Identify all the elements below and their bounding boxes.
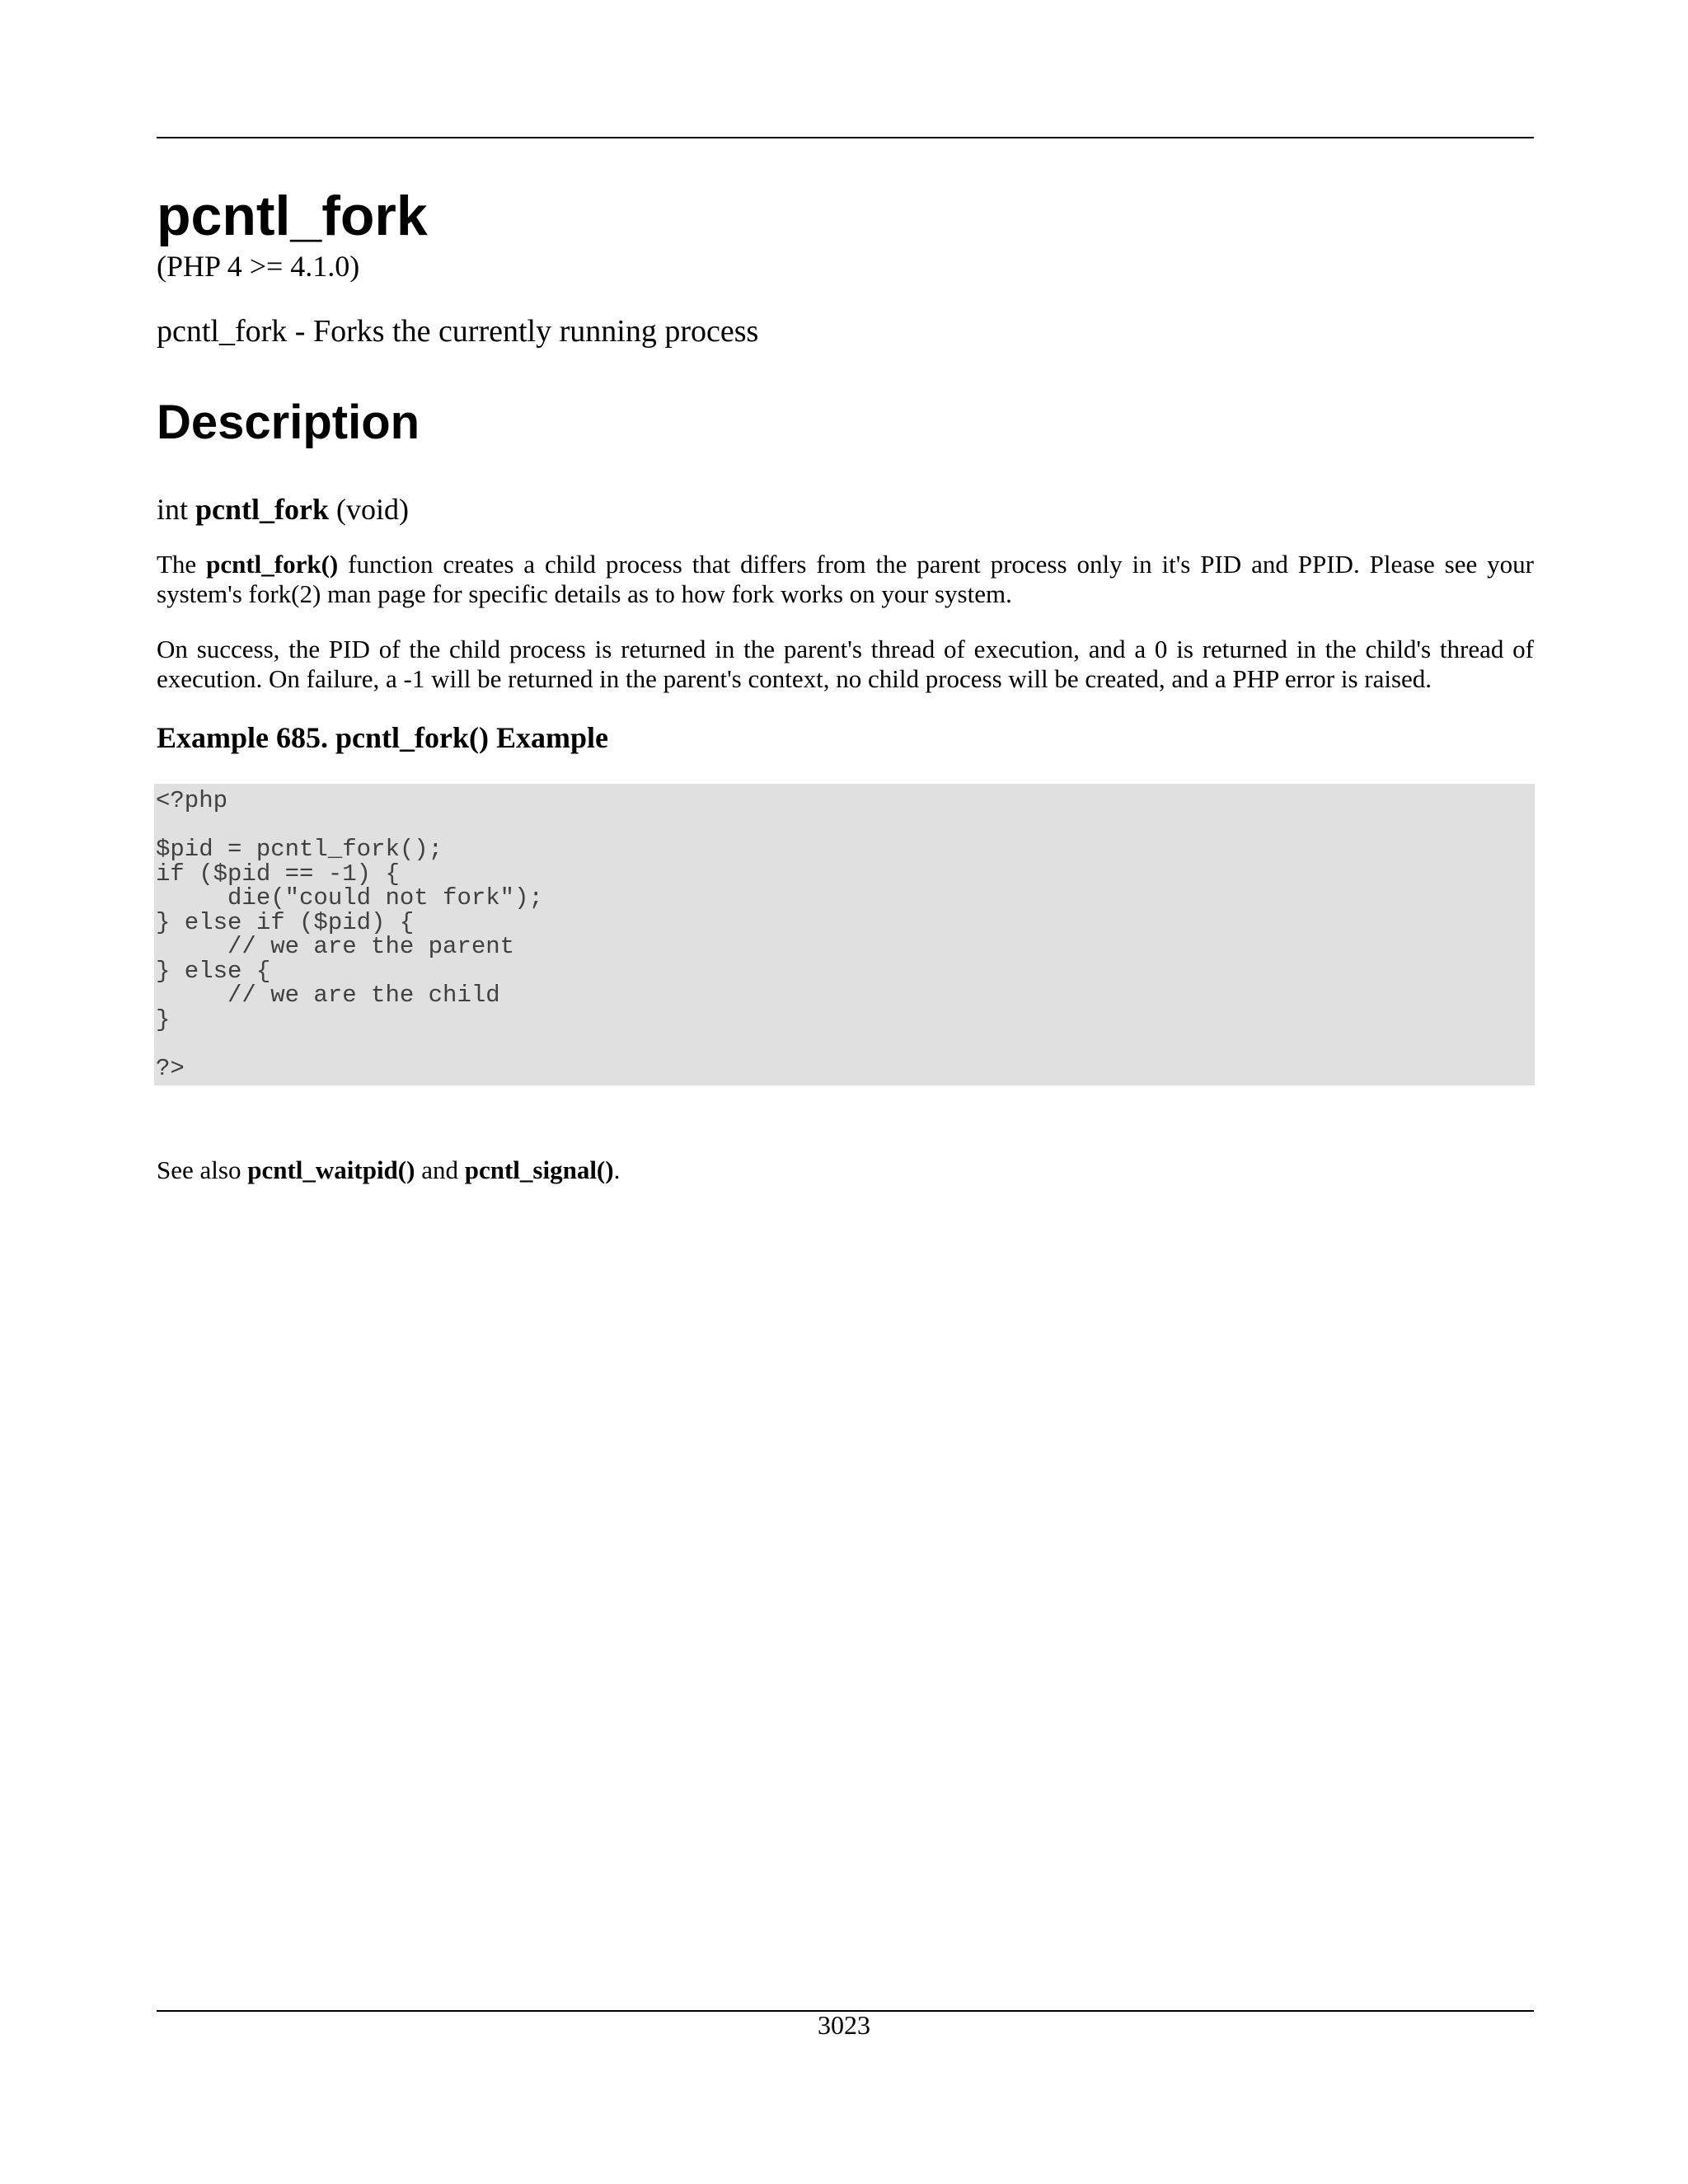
see-also-link-waitpid[interactable]: pcntl_waitpid() bbox=[247, 1155, 415, 1185]
page-title: pcntl_fork bbox=[157, 185, 428, 247]
see-also-prefix: See also bbox=[157, 1155, 248, 1185]
version-info: (PHP 4 >= 4.1.0) bbox=[157, 250, 360, 283]
paragraph-1-function: pcntl_fork() bbox=[206, 549, 339, 579]
header-rule bbox=[157, 137, 1534, 138]
manual-page-content bbox=[156, 185, 1534, 1210]
paragraph-1-prefix: The bbox=[157, 549, 207, 579]
see-also-link-signal[interactable]: pcntl_signal() bbox=[464, 1155, 614, 1185]
synopsis-params: (void) bbox=[336, 493, 409, 527]
section-title-description: Description bbox=[157, 396, 420, 450]
synopsis-return-type: int bbox=[157, 493, 189, 527]
function-purpose: pcntl_fork - Forks the currently running process bbox=[157, 313, 759, 349]
example-title: Example 685. pcntl_fork() Example bbox=[157, 720, 608, 754]
paragraph-1-suffix: function creates a child process that differs from the parent process only in it's PID and PPID. Please see your system's fork(2) man page for specific details as to how fork works on your system. bbox=[157, 549, 1534, 608]
description-paragraph-1 bbox=[157, 550, 1534, 609]
see-also bbox=[157, 1156, 1534, 1184]
description-paragraph-2: On success, the PID of the child process is returned in the parent's thread of execution, and a 0 is returned in the child's thread of execution. On failure, a -1 will be returned in the parent's context, no child process will be created, and a PHP error is raised. bbox=[157, 634, 1534, 693]
synopsis-function-name: pcntl_fork bbox=[195, 493, 330, 527]
see-also-suffix: . bbox=[613, 1155, 621, 1185]
code-example: <?php $pid = pcntl_fork(); if ($pid == -1) { die("could not fork"); } else if ($pid) { // we are the parent } else { // we are the child } ?> bbox=[154, 784, 1535, 1085]
function-synopsis bbox=[157, 494, 1534, 527]
page-number: 3023 bbox=[818, 2010, 870, 2040]
see-also-middle: and bbox=[415, 1155, 465, 1185]
